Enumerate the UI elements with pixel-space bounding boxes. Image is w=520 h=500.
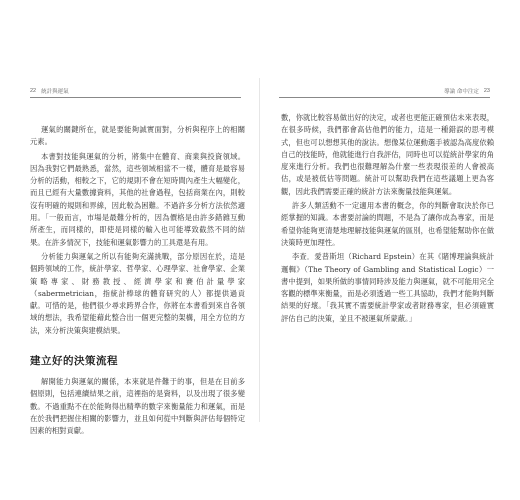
right-page-number: 23 [483,87,490,94]
section-heading: 建立好的決策流程 [30,355,118,368]
paragraph: 本書對技能與運氣的分析，將集中在體育、商業與投資領域。因為我對它們最熟悉，當然，這些領域相當不一樣，體育是最容易分析的活動，相較之下，它的規則不會在短時間內產生大幅變化，而且已經有大量數據資料，其他的社會過程，包括商業在內，則較沒有明確的規則和界線，因此較為困難。不過許多分析方法依然適用。「一般而言，市場是最難分析的，因為價格是由許多錯雜互動所產生，而同樣的，即使是同樣的輸入也可能導致截然不同的結果。在許多情況下，技能和運氣影響力的工具還是有用。 [30,151,245,247]
left-page-number: 22 [30,87,37,94]
right-page-body [281,112,494,327]
paragraph: 李查．愛普斯坦（Richard Epstein）在其《賭博理論與統計邏輯》（The Theory of Gambling and Statistical Logic）一書中提到，如果所做的事情同時涉及能力與運氣，就不可能用完全客觀的標準來衡量，而是必須透過一些工具協助，我們才能夠判斷結果的好壞。「我其實不需要統計學家或者財務專家，但必須確實評估自己的決策，並且不被運氣所蒙蔽。」 [281,252,494,323]
right-page [261,80,508,420]
left-header-rule [30,97,241,98]
paragraph: 許多人類活動不一定適用本書的概念，你的判斷會取決於你已經掌握的知識。本書要討論的問題，不是為了讓你成為專家，而是希望你能夠更清楚地理解技能與運氣的區別，也希望能幫助你在做決策時更加理性。 [281,201,494,247]
paragraph: 解開能力與運氣的關係，本來就是件難于的事，但是在目前多個原則，包括連續結果之前，這裡指的是資料，以及出現了很多變數。不過重點不在於能夠得出精準的數字來衡量能力和運氣，而是在於我們把握住相關的影響力，並且如何從中判斷與評估每個特定因素的相對貢獻。 [30,377,245,436]
left-page-body [30,124,245,440]
right-running-head [279,86,490,95]
right-header-rule [279,97,490,98]
paragraph: 數，你就比較容易做出好的決定，或者也更能正確預估未來表現，在很多時候，我們都會高估他們的能力，這是一種錯誤的思考模式，但也可以想想其他的說法。想像某位運動選手被認為高度依賴自己的技能時，他就能進行自我評估，同時也可以從統計學家的角度來進行分析。我們也很難理解為什麼一些表現很差的人會被高估，或是被低估等問題。統計可以幫助我們在這些議題上更為客觀，因此我們需要正確的統計方法來衡量技能與運氣。 [281,113,494,196]
right-running-head-title: 導論 命中注定 [444,88,479,95]
paragraph: 分析能力與運氣之所以有能夠充滿挑戰，部分原因在於，這是個跨領域的工作，統計學家、哲學家、心理學家、社會學家、企業策略專家、財務教授、經濟學家和賽伯計量學家（sabermetrician，指統計棒球的體育研究的人）都提供過貢獻。可惜的是，他們很少尋求跨界合作，你將在本書看到來自各領域的想法，我希望能藉此整合出一個更完整的架構，用全方位的方法，來分析決策與建模結果。 [30,251,245,335]
left-page [12,80,259,436]
paragraph: 運氣的關鍵所在，就是要能夠誠實面對，分析與程序上的相關元素。 [30,125,245,147]
book-spine [259,78,260,422]
left-running-head [30,86,241,95]
left-running-head-title: 統計與運氣 [41,88,69,95]
